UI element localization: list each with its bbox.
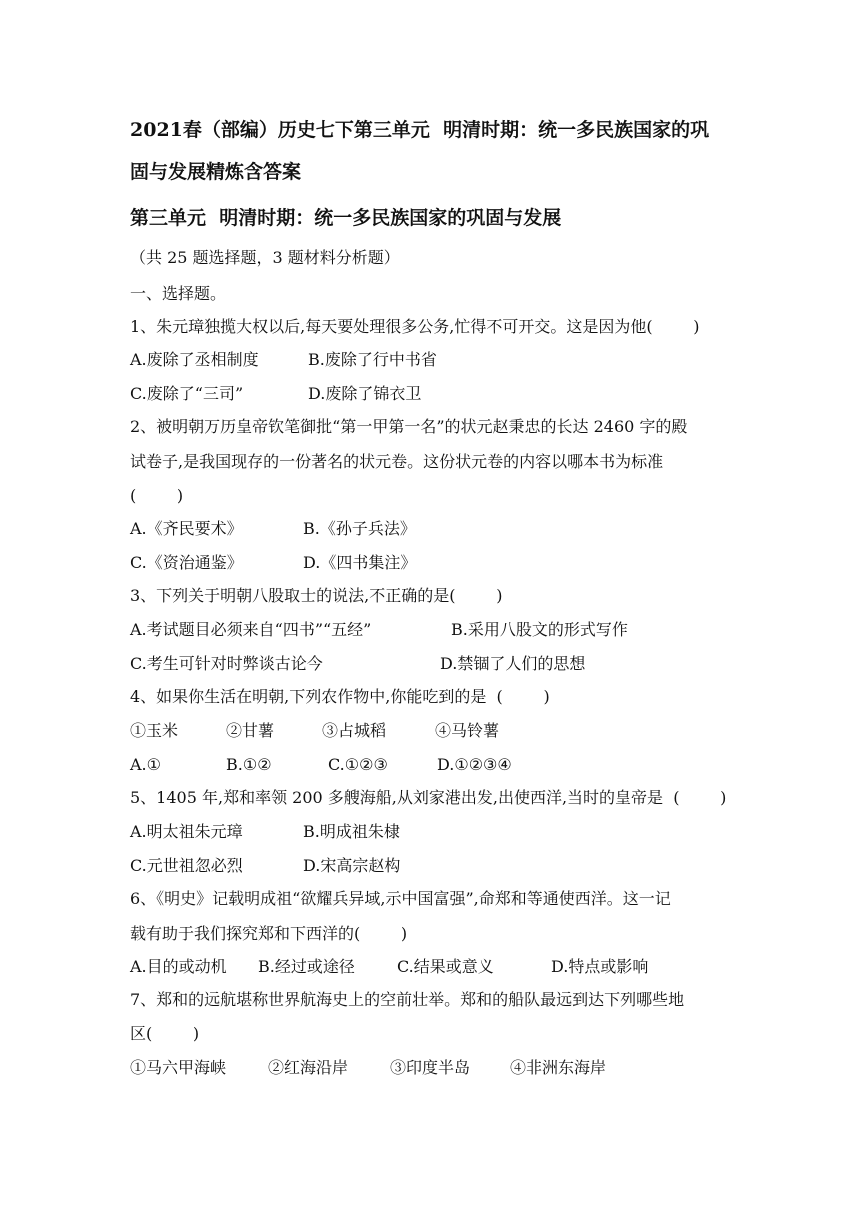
- question-3-option-c: C.考生可针对时弊谈古论今: [130, 654, 323, 673]
- question-2-option-b: B.《孙子兵法》: [303, 519, 416, 538]
- question-5-option-d: D.宋高宗赵构: [303, 856, 401, 875]
- question-7-stem-line-2: 区( ): [130, 1024, 200, 1043]
- question-3-option-a: A.考试题目必须来自“四书”“五经”: [130, 620, 372, 639]
- question-2-option-a: A.《齐民要术》: [130, 519, 243, 538]
- document-title-line-2: 固与发展精炼含答案: [130, 161, 302, 183]
- question-6-option-d: D.特点或影响: [551, 957, 649, 976]
- question-2-stem-line-1: 2、被明朝万历皇帝钦笔御批“第一甲第一名”的状元赵秉忠的长达 2460 字的殿: [130, 417, 688, 436]
- question-4-item-1: ①玉米: [130, 721, 179, 740]
- question-3-option-d: D.禁锢了人们的思想: [440, 654, 586, 673]
- question-4-stem: 4、如果你生活在明朝,下列农作物中,你能吃到的是 ( ): [130, 687, 550, 706]
- question-4-option-a: A.①: [130, 755, 161, 774]
- question-2-stem-line-2: 试卷子,是我国现存的一份著名的状元卷。这份状元卷的内容以哪本书为标准: [130, 452, 664, 471]
- question-4-item-4: ④马铃薯: [435, 721, 500, 740]
- question-2-stem-line-3: ( ): [130, 486, 184, 505]
- question-6-stem-line-2: 载有助于我们探究郑和下西洋的( ): [130, 924, 408, 943]
- question-5-option-c: C.元世祖忽必烈: [130, 856, 243, 875]
- question-6-option-a: A.目的或动机: [130, 957, 227, 976]
- question-1-stem: 1、朱元璋独揽大权以后,每天要处理很多公务,忙得不可开交。这是因为他( ): [130, 317, 700, 336]
- question-5-option-a: A.明太祖朱元璋: [130, 822, 243, 841]
- question-6-option-b: B.经过或途径: [258, 957, 355, 976]
- document-title-line-1: 2021春（部编）历史七下第三单元 明清时期：统一多民族国家的巩: [130, 119, 710, 141]
- question-1-option-d: D.废除了锦衣卫: [308, 384, 422, 403]
- question-1-option-a: A.废除了丞相制度: [130, 350, 259, 369]
- question-3-option-b: B.采用八股文的形式写作: [451, 620, 628, 639]
- question-4-option-b: B.①②: [226, 755, 272, 774]
- question-4-option-c: C.①②③: [328, 755, 388, 774]
- question-2-option-c: C.《资治通鉴》: [130, 553, 243, 572]
- question-1-option-b: B.废除了行中书省: [308, 350, 437, 369]
- question-7-item-4: ④非洲东海岸: [510, 1058, 607, 1077]
- section-heading: 一、选择题。: [130, 284, 227, 303]
- question-7-stem-line-1: 7、郑和的远航堪称世界航海史上的空前壮举。郑和的船队最远到达下列哪些地: [130, 990, 685, 1009]
- unit-title: 第三单元 明清时期：统一多民族国家的巩固与发展: [130, 207, 562, 229]
- question-4-option-d: D.①②③④: [437, 755, 512, 774]
- question-5-stem: 5、1405 年,郑和率领 200 多艘海船,从刘家港出发,出使西洋,当时的皇帝是 ( ): [130, 788, 727, 807]
- question-4-item-2: ②甘薯: [226, 721, 275, 740]
- question-3-stem: 3、下列关于明朝八股取士的说法,不正确的是( ): [130, 586, 503, 605]
- question-7-item-3: ③印度半岛: [390, 1058, 471, 1077]
- question-2-option-d: D.《四书集注》: [303, 553, 417, 572]
- question-4-item-3: ③占城稻: [322, 721, 387, 740]
- question-7-item-2: ②红海沿岸: [268, 1058, 349, 1077]
- question-count-note: （共 25 题选择题，3 题材料分析题）: [130, 248, 400, 267]
- question-1-option-c: C.废除了“三司”: [130, 384, 244, 403]
- question-5-option-b: B.明成祖朱棣: [303, 822, 400, 841]
- question-6-option-c: C.结果或意义: [397, 957, 494, 976]
- question-7-item-1: ①马六甲海峡: [130, 1058, 227, 1077]
- question-6-stem-line-1: 6、《明史》记载明成祖“欲耀兵异域,示中国富强”,命郑和等通使西洋。这一记: [130, 889, 671, 908]
